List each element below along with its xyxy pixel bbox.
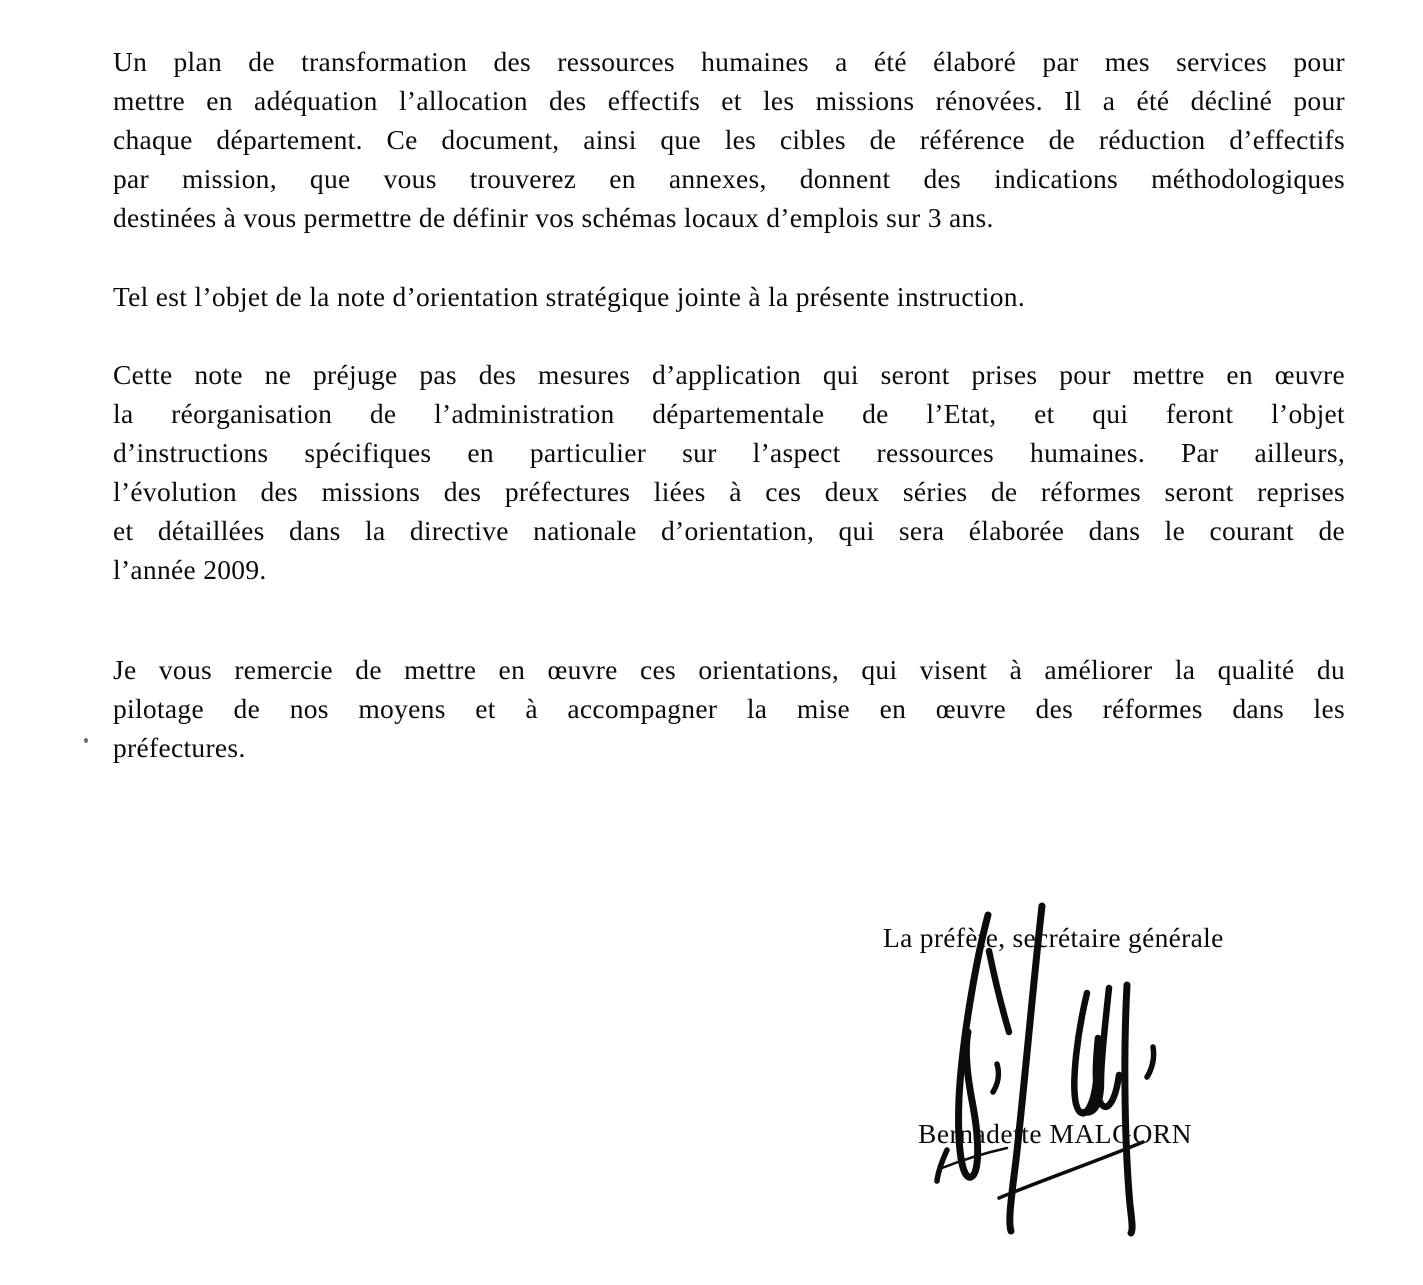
- signer-name: Bernadette MALGORN: [918, 1118, 1193, 1149]
- signature-stroke: [1125, 985, 1132, 1233]
- signature-stroke: [993, 1064, 998, 1092]
- signature-stroke: [989, 951, 1009, 1032]
- text-line: l’évolution des missions des préfectures liées à ces deux séries de réformes seront reprises: [113, 476, 1345, 507]
- text-line: Tel est l’objet de la note d’orientation stratégique jointe à la présente instruction.: [113, 281, 1025, 312]
- text-line: Un plan de transformation des ressources humaines a été élaboré par mes services pour: [113, 46, 1345, 77]
- text-line: Cette note ne préjuge pas des mesures d’application qui seront prises pour mettre en œuvre: [113, 359, 1345, 390]
- text-line: chaque département. Ce document, ainsi que les cibles de référence de réduction d’effectifs: [113, 124, 1345, 155]
- text-line: mettre en adéquation l’allocation des effectifs et les missions rénovées. Il a été décliné pour: [113, 85, 1345, 116]
- paragraph-note-orientation: [113, 277, 1345, 316]
- signature-stroke: [1147, 1047, 1154, 1077]
- paragraph-mesures-application: [113, 355, 1345, 589]
- text-line: destinées à vous permettre de définir vos schémas locaux d’emplois sur 3 ans.: [113, 202, 994, 233]
- text-line: préfectures.: [113, 732, 246, 763]
- scan-speck: [84, 738, 88, 743]
- text-line: la réorganisation de l’administration départementale de l’Etat, et qui feront l’objet: [113, 398, 1345, 429]
- text-line: Je vous remercie de mettre en œuvre ces orientations, qui visent à améliorer la qualité du: [113, 654, 1345, 685]
- paragraph-remerciements: [113, 650, 1345, 767]
- text-line: et détaillées dans la directive nationale d’orientation, qui sera élaborée dans le courant de: [113, 515, 1345, 546]
- signature-stroke: [937, 1150, 947, 1181]
- text-line: d’instructions spécifiques en particulier sur l’aspect ressources humaines. Par ailleurs,: [113, 437, 1345, 468]
- signature-stroke: [1074, 993, 1119, 1113]
- text-line: pilotage de nos moyens et à accompagner la mise en œuvre des réformes dans les: [113, 693, 1345, 724]
- signer-title: La préfète, secrétaire générale: [883, 922, 1224, 953]
- text-line: par mission, que vous trouverez en annexes, donnent des indications méthodologiques: [113, 163, 1345, 194]
- paragraph-transformation-plan: [113, 42, 1345, 237]
- text-line: l’année 2009.: [113, 554, 267, 585]
- signature-stroke: [1084, 988, 1109, 1112]
